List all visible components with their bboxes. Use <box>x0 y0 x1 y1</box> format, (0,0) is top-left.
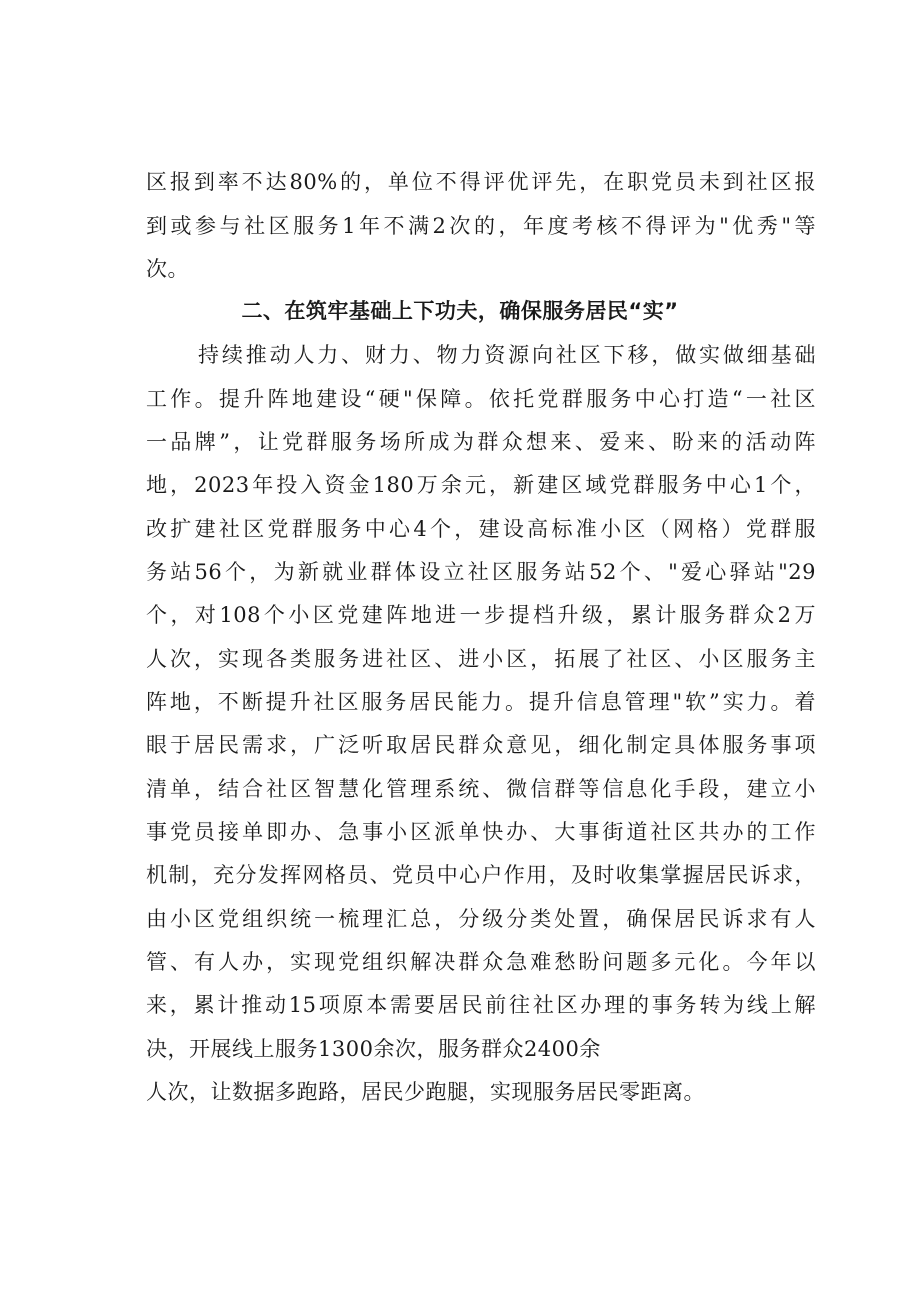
paragraph-line: 改扩建社区党群服务中心4个，建设高标准小区（网格）党群服 <box>146 517 816 541</box>
paragraph-line: 个，对108个小区党建阵地进一步提档升级，累计服务群众2万 <box>146 603 816 627</box>
paragraph-line: 人次，让数据多跑路，居民少跑腿，实现服务居民零距离。 <box>146 1080 705 1104</box>
section-heading: 二、在筑牢基础上下功夫，确保服务居民“实” <box>241 299 679 323</box>
paragraph-line: 管、有人办，实现党组织解决群众急难愁盼问题多元化。今年以 <box>146 950 816 974</box>
paragraph-line: 次。 <box>146 257 189 281</box>
paragraph-line: 来，累计推动15项原本需要居民前往社区办理的事务转为线上解 <box>146 993 816 1017</box>
paragraph-line: 事党员接单即办、急事小区派单快办、大事街道社区共办的工作 <box>146 820 816 844</box>
paragraph-line: 眼于居民需求，广泛听取居民群众意见，细化制定具体服务事项 <box>146 733 816 757</box>
paragraph-line: 到或参与社区服务1年不满2次的，年度考核不得评为"优秀"等 <box>146 214 816 238</box>
paragraph-line: 持续推动人力、财力、物力资源向社区下移，做实做细基础 <box>198 343 816 367</box>
paragraph-line: 由小区党组织统一梳理汇总，分级分类处置，确保居民诉求有人 <box>146 907 816 931</box>
paragraph-line: 决，开展线上服务1300余次，服务群众2400余 <box>146 1037 601 1061</box>
paragraph-line: 务站56个，为新就业群体设立社区服务站52个、"爱心驿站"29 <box>146 560 816 584</box>
paragraph-line: 区报到率不达80%的，单位不得评优评先，在职党员未到社区报 <box>146 170 816 194</box>
paragraph-line: 地，2023年投入资金180万余元，新建区域党群服务中心1个， <box>146 473 816 497</box>
paragraph-line: 一品牌”，让党群服务场所成为群众想来、爱来、盼来的活动阵 <box>146 430 816 454</box>
paragraph-line: 阵地，不断提升社区服务居民能力。提升信息管理"软”实力。着 <box>146 690 816 714</box>
paragraph-line: 清单，结合社区智慧化管理系统、微信群等信息化手段，建立小 <box>146 777 816 801</box>
paragraph-line: 工作。提升阵地建设“硬"保障。依托党群服务中心打造“一社区 <box>146 387 816 411</box>
paragraph-line: 机制，充分发挥网格员、党员中心户作用，及时收集掌握居民诉求， <box>146 863 816 887</box>
paragraph-line: 人次，实现各类服务进社区、进小区，拓展了社区、小区服务主 <box>146 647 816 671</box>
